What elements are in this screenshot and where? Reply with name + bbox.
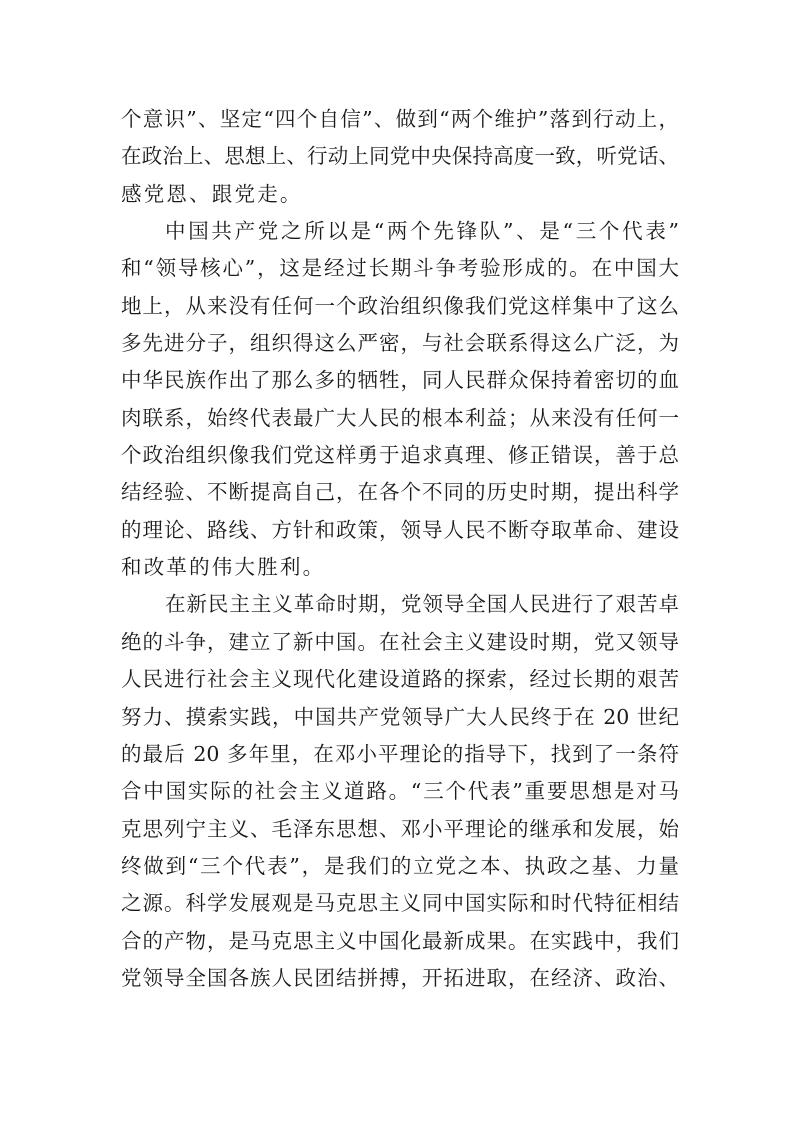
text-line: 努力、摸索实践，中国共产党领导广大人民终于在 20 世纪 bbox=[121, 704, 679, 729]
text-line: 肉联系，始终代表最广大人民的根本利益；从来没有任何一 bbox=[121, 405, 679, 430]
paragraph-1 bbox=[121, 101, 679, 213]
document-body bbox=[121, 101, 679, 997]
paragraph-2 bbox=[121, 213, 679, 586]
text-line: 合中国实际的社会主义道路。“三个代表”重要思想是对马 bbox=[121, 779, 679, 804]
paragraph-3 bbox=[121, 586, 679, 997]
text-line: 多先进分子，组织得这么严密，与社会联系得这么广泛，为 bbox=[121, 331, 679, 356]
text-line: 感党恩、跟党走。 bbox=[121, 181, 303, 206]
text-line: 中华民族作出了那么多的牺牲，同人民群众保持着密切的血 bbox=[121, 368, 679, 393]
text-line: 绝的斗争，建立了新中国。在社会主义建设时期，党又领导 bbox=[121, 629, 679, 654]
text-line: 个意识”、坚定“四个自信”、做到“两个维护”落到行动上， bbox=[121, 107, 679, 131]
text-line: 人民进行社会主义现代化建设道路的探索，经过长期的艰苦 bbox=[121, 667, 679, 692]
text-line: 在新民主主义革命时期，党领导全国人民进行了艰苦卓 bbox=[165, 592, 679, 617]
text-line: 合的产物，是马克思主义中国化最新成果。在实践中，我们 bbox=[121, 928, 679, 953]
text-line: 结经验、不断提高自己，在各个不同的历史时期，提出科学 bbox=[121, 480, 679, 505]
text-line: 克思列宁主义、毛泽东思想、邓小平理论的继承和发展，始 bbox=[121, 816, 679, 841]
text-line: 的理论、路线、方针和政策，领导人民不断夺取革命、建设 bbox=[121, 517, 679, 542]
text-line: 之源。科学发展观是马克思主义同中国实际和时代特征相结 bbox=[121, 891, 679, 916]
text-line: 和改革的伟大胜利。 bbox=[121, 555, 326, 580]
text-line: 终做到“三个代表”，是我们的立党之本、执政之基、力量 bbox=[121, 853, 679, 878]
text-line: 中国共产党之所以是“两个先锋队”、是“三个代表” bbox=[165, 219, 679, 244]
text-line: 个政治组织像我们党这样勇于追求真理、修正错误，善于总 bbox=[121, 443, 679, 468]
text-line: 的最后 20 多年里，在邓小平理论的指导下，找到了一条符 bbox=[121, 741, 679, 766]
text-line: 和“领导核心”，这是经过长期斗争考验形成的。在中国大 bbox=[121, 256, 679, 281]
text-line: 地上，从来没有任何一个政治组织像我们党这样集中了这么 bbox=[121, 293, 679, 318]
text-line: 在政治上、思想上、行动上同党中央保持高度一致，听党话、 bbox=[121, 144, 679, 169]
text-line: 党领导全国各族人民团结拼搏，开拓进取，在经济、政治、 bbox=[121, 965, 679, 990]
